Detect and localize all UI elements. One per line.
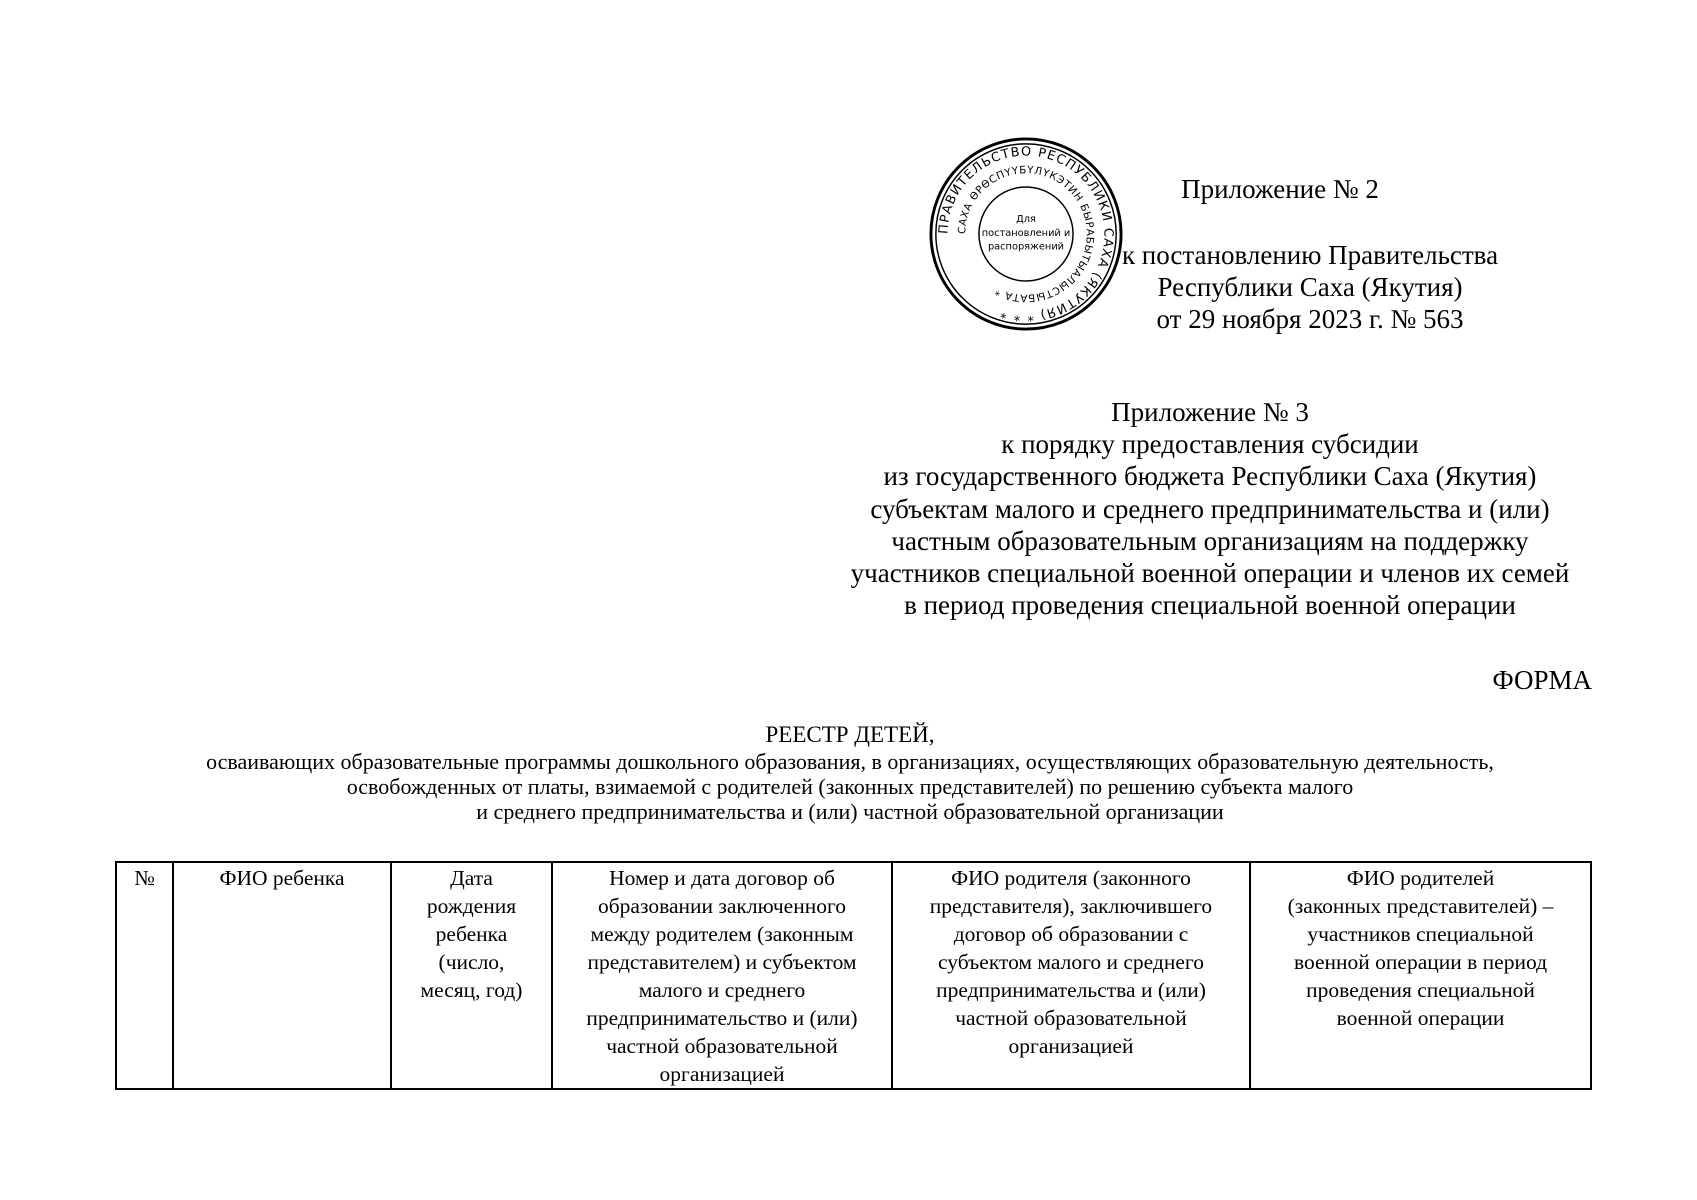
column-header-child-name: ФИО ребенка: [173, 862, 391, 1089]
svg-text:постановлений и: постановлений и: [981, 227, 1071, 239]
appendix-3-block: [780, 396, 1640, 621]
appendix-2-title: Приложение № 2: [1181, 174, 1379, 204]
svg-text:ПРАВИТЕЛЬСТВО РЕСПУБЛИКИ САХА: ПРАВИТЕЛЬСТВО РЕСПУБЛИКИ САХА (ЯКУТИЯ) * * *: [936, 144, 1116, 324]
svg-text:распоряжений: распоряжений: [987, 241, 1065, 253]
registry-table: [115, 861, 1592, 1090]
appendix-3-line: к порядку предоставления субсидии: [1001, 429, 1419, 460]
column-header-contract: Номер и дата договор об образовании заключенного между родителем (законным представителем) и субъектом малого и среднего предпринимательство и (или) частной образовательной организацией: [552, 862, 892, 1089]
registry-subtitle-line: освобожденных от платы, взимаемой с родителей (законных представителей) по решению субъекта малого: [346, 774, 1354, 799]
column-header-svo-parents: ФИО родителей (законных представителей) – участников специальной военной операции в период проведения специальной военной операции: [1250, 862, 1591, 1089]
appendix-3-line: участников специальной военной операции и членов их семей: [850, 558, 1570, 589]
registry-subtitle-line: и среднего предпринимательства и (или) частной образовательной организации: [476, 799, 1224, 824]
form-label: ФОРМА: [1492, 665, 1592, 695]
appendix-3-line: из государственного бюджета Республики Саха (Якутия): [883, 461, 1537, 492]
registry-title: РЕЕСТР ДЕТЕЙ,: [765, 722, 935, 747]
svg-text:САХА ӨРӨСПҮҮБҮЛҮКЭТИН БЫРАБЫТЫ: САХА ӨРӨСПҮҮБҮЛҮКЭТИН БЫРАБЫТЫАЛЫСТЫБАТА *: [956, 164, 1096, 304]
table-header-row: [116, 862, 1591, 1089]
appendix-2-line: Республики Саха (Якутия): [1157, 272, 1463, 302]
column-header-birth-date: Дата рождения ребенка (число, месяц, год): [391, 862, 552, 1089]
appendix-2-reference: [1080, 239, 1540, 335]
registry-subtitle-line: осваивающих образовательные программы дошкольного образования, в организациях, осуществляющих образовательную деятельность,: [206, 749, 1494, 774]
registry-heading: [100, 721, 1600, 824]
column-header-number: №: [116, 862, 173, 1089]
column-header-parent-name: ФИО родителя (законного представителя), заключившего договор об образовании с субъектом малого и среднего предпринимательства и (или) частной образовательной организацией: [892, 862, 1250, 1089]
appendix-3-line: субъектам малого и среднего предпринимательства и (или): [870, 493, 1550, 524]
svg-text:Для: Для: [1016, 214, 1036, 226]
appendix-3-line: частным образовательным организациям на поддержку: [891, 525, 1529, 556]
appendix-3-title: Приложение № 3: [1111, 397, 1309, 427]
appendix-3-line: в период проведения специальной военной операции: [904, 590, 1516, 621]
appendix-2-line: к постановлению Правительства: [1121, 240, 1499, 270]
appendix-2-line: от 29 ноября 2023 г. № 563: [1156, 304, 1464, 334]
